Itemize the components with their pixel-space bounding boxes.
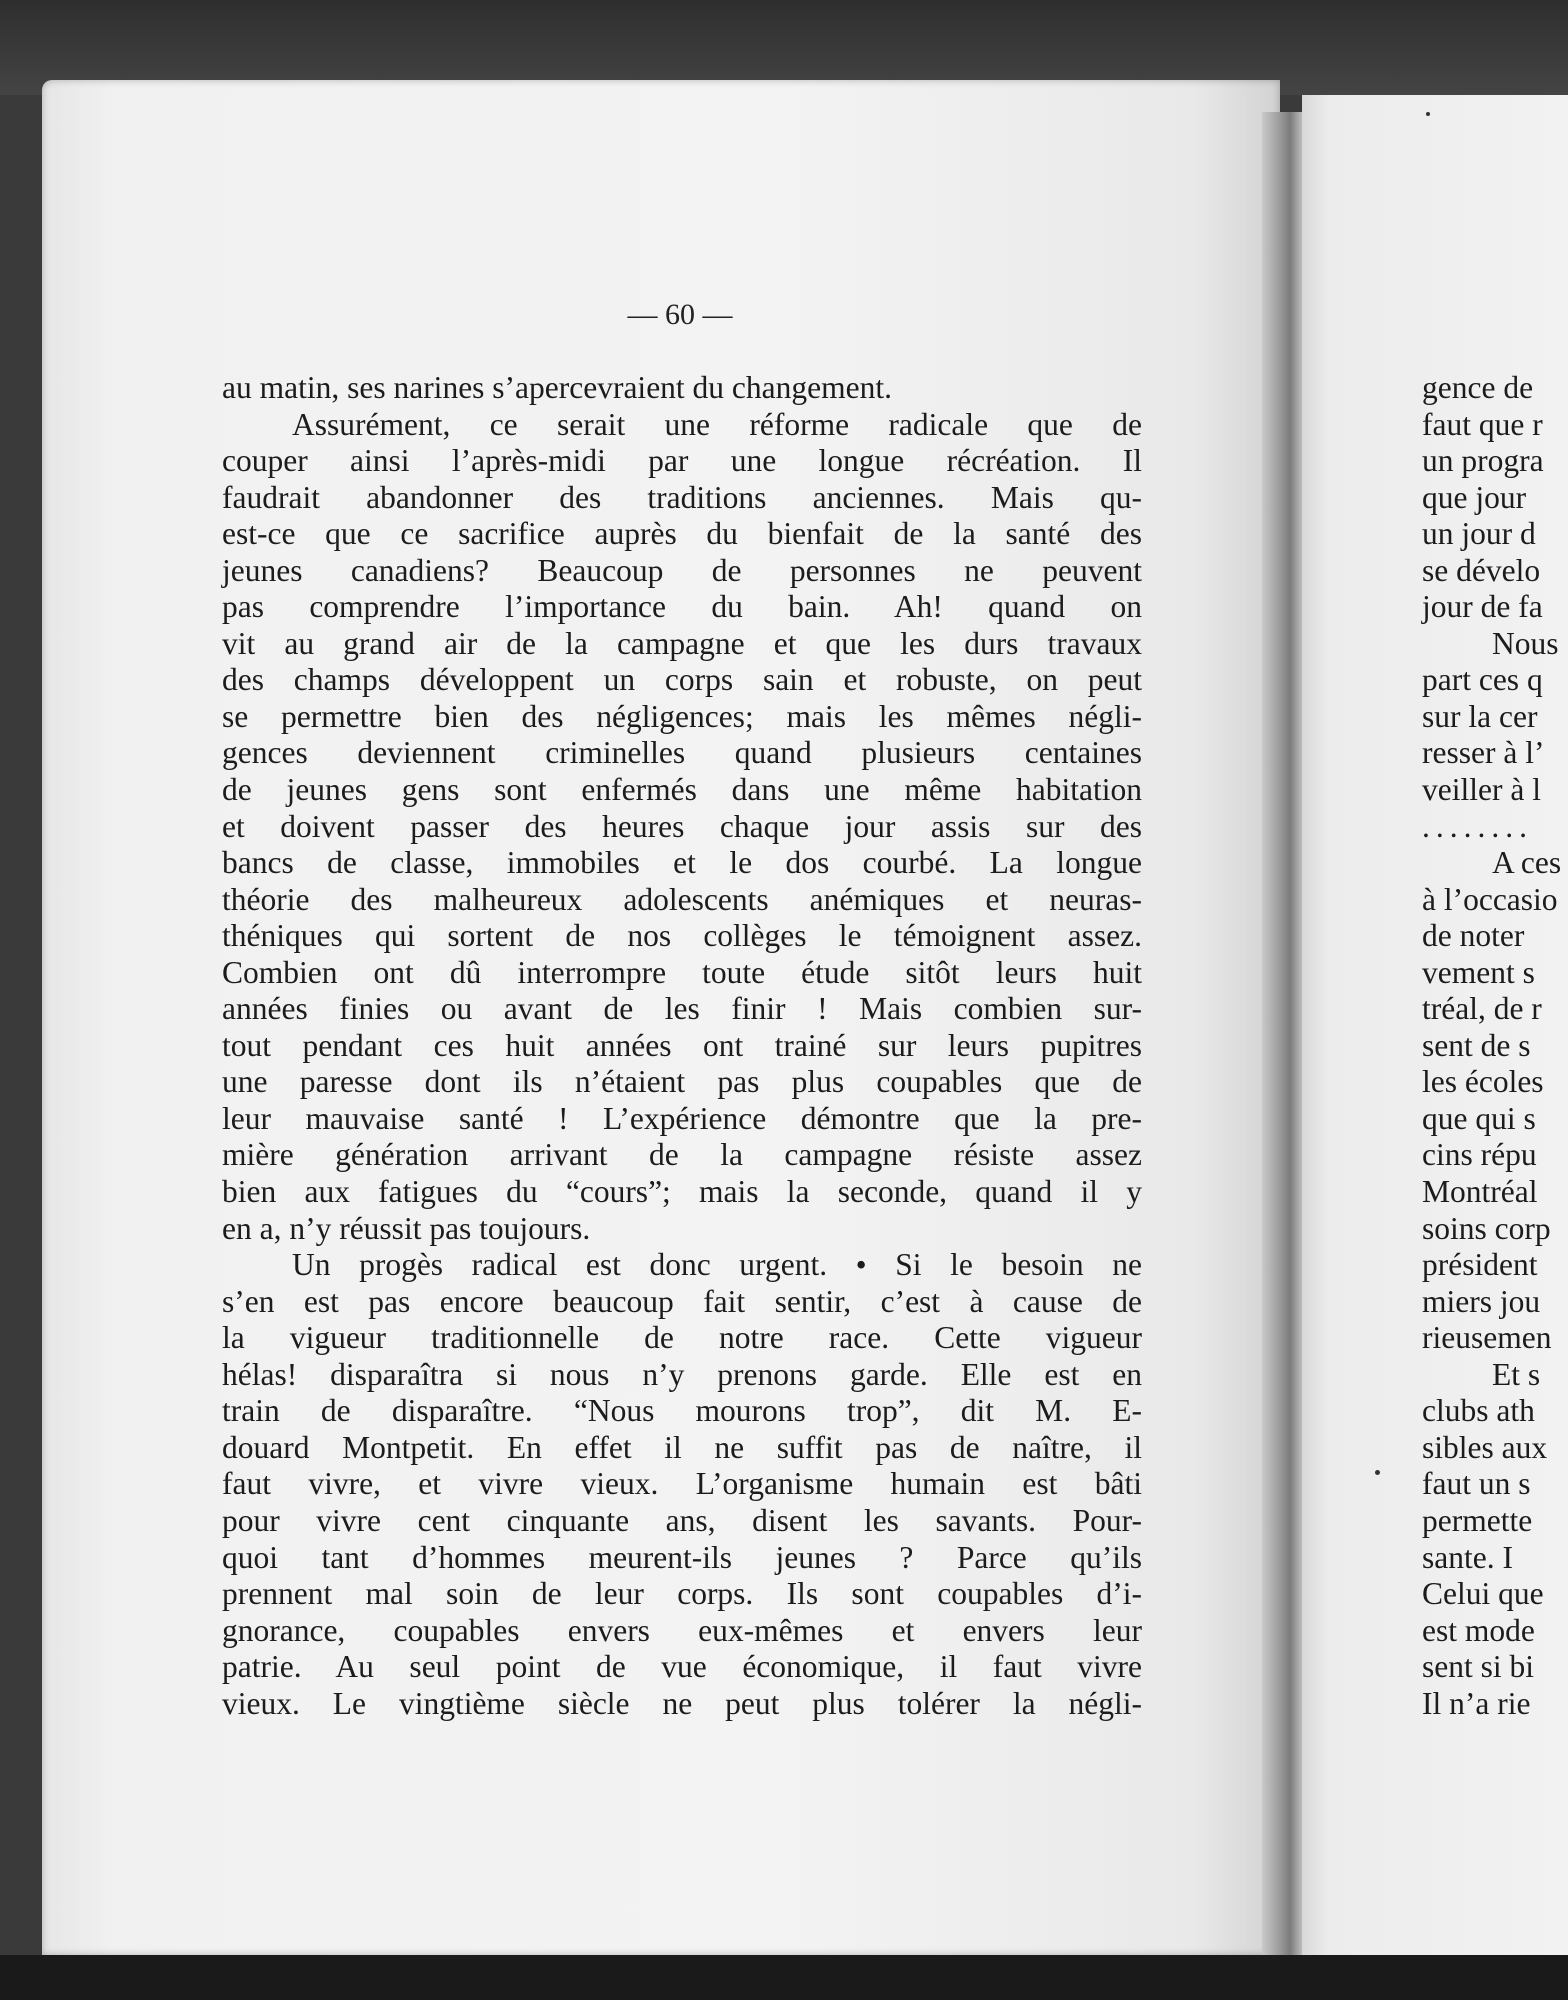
text-line: vement s (1422, 954, 1535, 990)
text-line: ........ (1422, 808, 1533, 844)
text-line: A ces (1492, 845, 1562, 881)
text-line: cins répu (1422, 1137, 1537, 1173)
text-line: au matin, ses narines s’apercevraient du changement. (222, 370, 892, 405)
text-line: Combien ont dû interrompre toute étude sitôt leurs huit (222, 954, 1142, 990)
text-line: et doivent passer des heures chaque jour assis sur des (222, 808, 1142, 844)
text-line: se permettre bien des négligences; mais les mêmes négli- (222, 698, 1142, 734)
text-line: bancs de classe, immobiles et le dos courbé. La longue (222, 845, 1142, 881)
ink-speck (1426, 112, 1430, 116)
text-line: miers jou (1422, 1283, 1541, 1319)
text-line: pour vivre cent cinquante ans, disent les savants. Pour- (222, 1502, 1142, 1538)
text-line: Il n’a rie (1422, 1685, 1531, 1721)
text-line: de jeunes gens sont enfermés dans une même habitation (222, 772, 1142, 808)
text-line: vit au grand air de la campagne et que les durs travaux (222, 625, 1142, 661)
text-line: sante. I (1422, 1539, 1513, 1575)
text-line: Celui que (1422, 1576, 1544, 1612)
left-page-text (222, 370, 1142, 1722)
scanner-background-bottom (0, 1955, 1568, 2000)
ink-speck (1375, 1470, 1380, 1475)
text-line: président (1422, 1247, 1538, 1283)
text-line: Et s (1492, 1356, 1541, 1392)
text-line: de noter (1422, 918, 1525, 954)
text-line: la vigueur traditionnelle de notre race. Cette vigueur (222, 1320, 1142, 1356)
text-line: théniques qui sortent de nos collèges le témoignent assez. (222, 918, 1142, 954)
text-line: est-ce que ce sacrifice auprès du bienfait de la santé des (222, 516, 1142, 552)
text-line: que jour (1422, 479, 1527, 515)
text-line: années finies ou avant de les finir ! Mais combien sur- (222, 991, 1142, 1027)
text-line: rieusemen (1422, 1320, 1552, 1356)
text-line: des champs développent un corps sain et robuste, on peut (222, 662, 1142, 698)
text-line: clubs ath (1422, 1393, 1535, 1429)
right-page-text (1422, 370, 1568, 1722)
text-line: en a, n’y réussit pas toujours. (222, 1210, 591, 1246)
text-line: est mode (1422, 1612, 1535, 1648)
book-gutter (1262, 112, 1302, 1955)
text-line: une paresse dont ils n’étaient pas plus coupables que de (222, 1064, 1142, 1100)
text-line: Nous (1492, 625, 1559, 661)
text-line: gence de (1422, 370, 1534, 405)
text-line: sent de s (1422, 1027, 1531, 1063)
text-line: Un progès radical est donc urgent. • Si le besoin ne (292, 1247, 1142, 1283)
text-line: leur mauvaise santé ! L’expérience démontre que la pre- (222, 1100, 1142, 1136)
text-line: Montréal (1422, 1174, 1538, 1210)
text-line: pas comprendre l’importance du bain. Ah! quand on (222, 589, 1142, 625)
text-line: un jour d (1422, 516, 1536, 552)
text-line: se dévelo (1422, 552, 1541, 588)
text-line: jeunes canadiens? Beaucoup de personnes ne peuvent (222, 552, 1142, 588)
text-line: faut un s (1422, 1466, 1531, 1502)
text-line: sent si bi (1422, 1649, 1535, 1685)
text-line: permette (1422, 1502, 1533, 1538)
text-line: faudrait abandonner des traditions anciennes. Mais qu- (222, 479, 1142, 515)
text-line: soins corp (1422, 1210, 1551, 1246)
text-line: faut que r (1422, 406, 1543, 442)
text-line: gences deviennent criminelles quand plusieurs centaines (222, 735, 1142, 771)
text-line: resser à l’ (1422, 735, 1545, 771)
text-line: douard Montpetit. En effet il ne suffit pas de naître, il (222, 1429, 1142, 1465)
text-line: patrie. Au seul point de vue économique, il faut vivre (222, 1649, 1142, 1685)
text-line: bien aux fatigues du “cours”; mais la seconde, quand il y (222, 1174, 1142, 1210)
right-page-text-clip (1302, 95, 1568, 1955)
text-line: prennent mal soin de leur corps. Ils sont coupables d’i- (222, 1576, 1142, 1612)
text-line: mière génération arrivant de la campagne résiste assez (222, 1137, 1142, 1173)
text-line: hélas! disparaîtra si nous n’y prenons garde. Elle est en (222, 1356, 1142, 1392)
text-line: veiller à l (1422, 772, 1541, 808)
text-line: couper ainsi l’après-midi par une longue récréation. Il (222, 443, 1142, 479)
text-line: Assurément, ce serait une réforme radicale que de (292, 406, 1142, 442)
text-line: quoi tant d’hommes meurent-ils jeunes ? Parce qu’ils (222, 1539, 1142, 1575)
text-line: jour de fa (1422, 589, 1543, 625)
text-line: à l’occasio (1422, 881, 1558, 917)
page-number: — 60 — (627, 298, 733, 331)
text-line: s’en est pas encore beaucoup fait sentir, c’est à cause de (222, 1283, 1142, 1319)
text-line: les écoles (1422, 1064, 1544, 1100)
text-line: gnorance, coupables envers eux-mêmes et envers leur (222, 1612, 1142, 1648)
text-line: tout pendant ces huit années ont trainé sur leurs pupitres (222, 1027, 1142, 1063)
text-line: faut vivre, et vivre vieux. L’organisme humain est bâti (222, 1466, 1142, 1502)
text-line: sibles aux (1422, 1429, 1548, 1465)
text-line: vieux. Le vingtième siècle ne peut plus tolérer la négli- (222, 1685, 1142, 1721)
text-line: théorie des malheureux adolescents anémiques et neuras- (222, 881, 1142, 917)
text-line: que qui s (1422, 1100, 1536, 1136)
text-line: part ces q (1422, 662, 1543, 698)
text-line: sur la cer (1422, 698, 1538, 734)
text-line: train de disparaître. “Nous mourons trop”, dit M. E- (222, 1393, 1142, 1429)
text-line: un progra (1422, 443, 1544, 479)
text-line: tréal, de r (1422, 991, 1542, 1027)
